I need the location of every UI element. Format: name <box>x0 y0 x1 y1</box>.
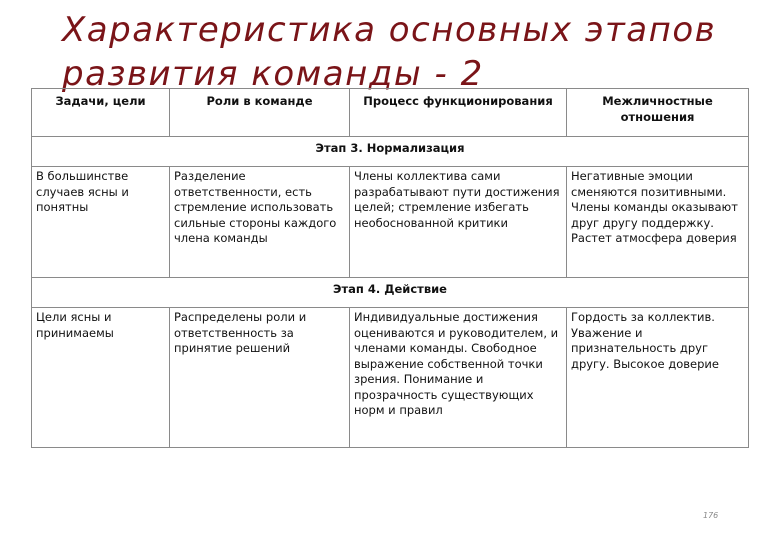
slide-title: Характеристика основных этапов развития команды - 2 <box>62 10 717 94</box>
table-cell: Негативные эмоции сменяются позитивными. Члены команды оказывают друг другу поддержку. Растет атмосфера доверия <box>567 167 749 278</box>
table-cell: Гордость за коллектив. Уважение и признательность друг другу. Высокое доверие <box>567 308 749 448</box>
stage-label-4: Этап 4. Действие <box>32 278 749 308</box>
header-relations: Межличностные отношения <box>567 89 749 137</box>
table-header-row <box>32 89 749 137</box>
stage-row-4 <box>32 278 749 308</box>
table-cell: В большинстве случаев ясны и понятны <box>32 167 170 278</box>
header-goals: Задачи, цели <box>32 89 170 137</box>
table-row <box>32 308 749 448</box>
table-cell: Распределены роли и ответственность за принятие решений <box>170 308 350 448</box>
table-row <box>32 167 749 278</box>
table-cell: Цели ясны и принимаемы <box>32 308 170 448</box>
stages-table-container <box>31 88 748 448</box>
header-roles: Роли в команде <box>170 89 350 137</box>
table-cell: Разделение ответственности, есть стремление использовать сильные стороны каждого члена команды <box>170 167 350 278</box>
table-cell: Индивидуальные достижения оцениваются и руководителем, и членами команды. Свободное выражение собственной точки зрения. Понимание и прозрачность существующих норм и правил <box>350 308 567 448</box>
header-process: Процесс функционирования <box>350 89 567 137</box>
page-number: 176 <box>703 511 719 520</box>
table-cell: Члены коллектива сами разрабатывают пути достижения целей; стремление избегать необоснованной критики <box>350 167 567 278</box>
stage-label-3: Этап 3. Нормализация <box>32 137 749 167</box>
stages-table <box>31 88 749 448</box>
stage-row-3 <box>32 137 749 167</box>
